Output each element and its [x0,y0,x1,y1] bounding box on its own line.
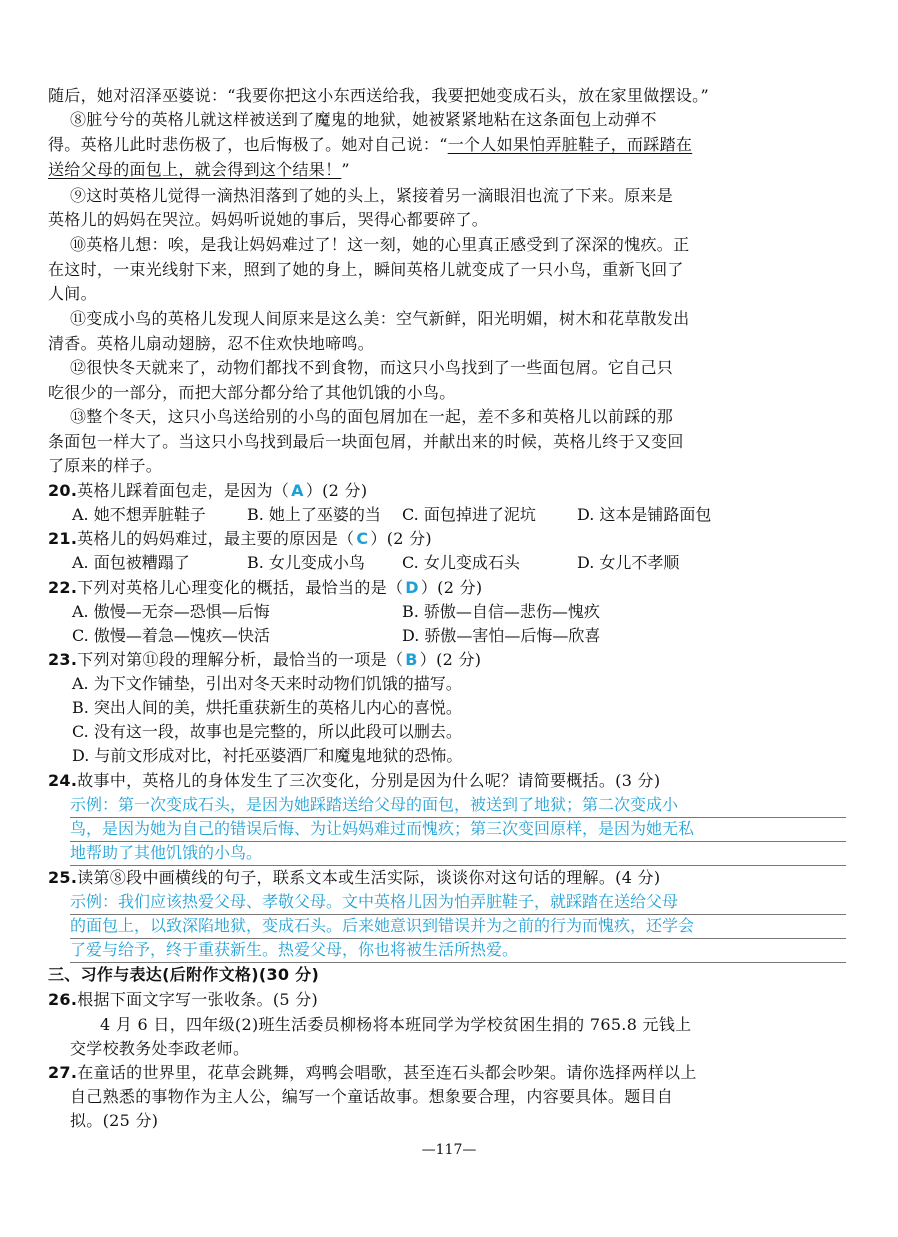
option-b: B. 她上了巫婆的当 [247,505,381,524]
question-27-line: 自己熟悉的事物作为主人公，编写一个童话故事。想象要合理，内容要具体。题目自 [70,1087,674,1106]
answer-mark: B [405,650,418,669]
paragraph-10-line: 在这时，一束光线射下来，照到了她的身上，瞬间英格儿就变成了一只小鸟，重新飞回了 [48,260,684,279]
answer-line: 的面包上，以致深陷地狱，变成石头。后来她意识到错误并为之前的行为而愧疚，还学会 [70,916,846,939]
option-a: A. 为下文作铺垫，引出对冬天来时动物们饥饿的描写。 [72,674,462,693]
option-d: D. 女儿不孝顺 [577,553,680,572]
option-d: D. 与前文形成对比，衬托巫婆酒厂和魔鬼地狱的恐怖。 [72,746,463,765]
paragraph-8-line: 得。英格儿此时悲伤极了，也后悔极了。她对自己说：“一个人如果怕弄脏鞋子，而踩踏在 [48,135,693,154]
answer-line: 示例：第一次变成石头，是因为她踩踏送给父母的面包，被送到了地狱；第二次变成小 [70,795,846,818]
paragraph-12-line: 吃很少的一部分，而把大部分都分给了其他饥饿的小鸟。 [48,383,456,402]
option-c: C. 没有这一段，故事也是完整的，所以此段可以删去。 [72,722,462,741]
underlined-sentence: 一个人如果怕弄脏鞋子，而踩踏在 [447,135,693,154]
paragraph-9-line: 英格儿的妈妈在哭泣。妈妈听说她的事后，哭得心都要碎了。 [48,210,489,229]
answer-line: 鸟，是因为她为自己的错误后悔、为让妈妈难过而愧疚；第三次变回原样，是因为她无私 [70,819,846,842]
paragraph-12-line: ⑫很快冬天就来了，动物们都找不到食物，而这只小鸟找到了一些面包屑。它自己只 [70,358,674,377]
answer-line: 了爱与给予，终于重获新生。热爱父母，你也将被生活所热爱。 [70,940,846,963]
answer-mark: A [291,481,304,500]
option-c: C. 傲慢—着急—愧疚—快活 [72,626,270,645]
option-c: C. 面包掉进了泥坑 [402,505,536,524]
section-heading: 三、习作与表达(后附作文格)(30 分) [48,965,320,984]
question-21: 21.英格儿的妈妈难过，最主要的原因是（ C ）(2 分) [48,529,432,548]
question-25: 25.读第⑧段中画横线的句子，联系文本或生活实际，谈谈你对这句话的理解。(4 分) [48,868,661,887]
answer-mark: C [356,529,369,548]
paragraph-13-line: 了原来的样子。 [48,456,163,475]
paragraph-8-line: ⑧脏兮兮的英格儿就这样被送到了魔鬼的地狱，她被紧紧地粘在这条面包上动弹不 [70,110,657,129]
paragraph-13-line: 条面包一样大了。当这只小鸟找到最后一块面包屑，并献出来的时候，英格儿终于又变回 [48,432,684,451]
option-b: B. 女儿变成小鸟 [247,553,365,572]
page-number: —117— [421,1142,477,1158]
paragraph-9-line: ⑨这时英格儿觉得一滴热泪落到了她的头上，紧接着另一滴眼泪也流了下来。原来是 [70,186,674,205]
answer-mark: D [405,578,419,597]
question-22: 22.下列对英格儿心理变化的概括，最恰当的是（ D ）(2 分) [48,578,483,597]
option-d: D. 这本是铺路面包 [577,505,712,524]
paragraph-10-line: ⑩英格儿想：唉，是我让妈妈难过了！这一刻，她的心里真正感受到了深深的愧疚。正 [70,235,690,254]
question-26: 26.根据下面文字写一张收条。(5 分) [48,990,319,1009]
question-26-body: 4 月 6 日，四年级(2)班生活委员柳杨将本班同学为学校贫困生捐的 765.8 元钱上 [100,1015,692,1034]
question-23: 23.下列对第⑪段的理解分析，最恰当的一项是（ B ）(2 分) [48,650,482,669]
paragraph-13-line: ⑬整个冬天，这只小鸟送给别的小鸟的面包屑加在一起，差不多和英格儿以前踩的那 [70,407,674,426]
answer-line: 地帮助了其他饥饿的小鸟。 [70,843,846,866]
option-a: A. 她不想弄脏鞋子 [72,505,206,524]
option-d: D. 骄傲—害怕—后悔—欣喜 [402,626,601,645]
option-a: A. 面包被糟蹋了 [72,553,190,572]
answer-line: 示例：我们应该热爱父母、孝敬父母。文中英格儿因为怕弄脏鞋子，就踩踏在送给父母 [70,892,846,915]
question-26-body: 交学校教务处李政老师。 [70,1039,250,1058]
question-27: 27.在童话的世界里，花草会跳舞，鸡鸭会唱歌，甚至连石头都会吵架。请你选择两样以上 [48,1063,697,1082]
paragraph-11-line: 清香。英格儿扇动翅膀，忍不住欢快地啼鸣。 [48,334,375,353]
paragraph-8-line: 送给父母的面包上，就会得到这个结果！” [48,160,350,179]
option-b: B. 骄傲—自信—悲伤—愧疚 [402,602,600,621]
option-b: B. 突出人间的美，烘托重获新生的英格儿内心的喜悦。 [72,698,462,717]
question-20: 20.英格儿踩着面包走，是因为（ A ）(2 分) [48,481,368,500]
option-a: A. 傲慢—无奈—恐惧—后悔 [72,602,270,621]
paragraph-11-line: ⑪变成小鸟的英格儿发现人间原来是这么美：空气新鲜，阳光明媚，树木和花草散发出 [70,309,690,328]
paragraph-line: 随后，她对沼泽巫婆说：“我要你把这小东西送给我，我要把她变成石头，放在家里做摆设。” [48,86,709,105]
question-24: 24.故事中，英格儿的身体发生了三次变化，分别是因为什么呢？请简要概括。(3 分) [48,771,661,790]
question-27-line: 拟。(25 分) [70,1111,159,1130]
paragraph-10-line: 人间。 [48,284,97,303]
option-c: C. 女儿变成石头 [402,553,520,572]
underlined-sentence: 送给父母的面包上，就会得到这个结果！ [48,160,342,179]
